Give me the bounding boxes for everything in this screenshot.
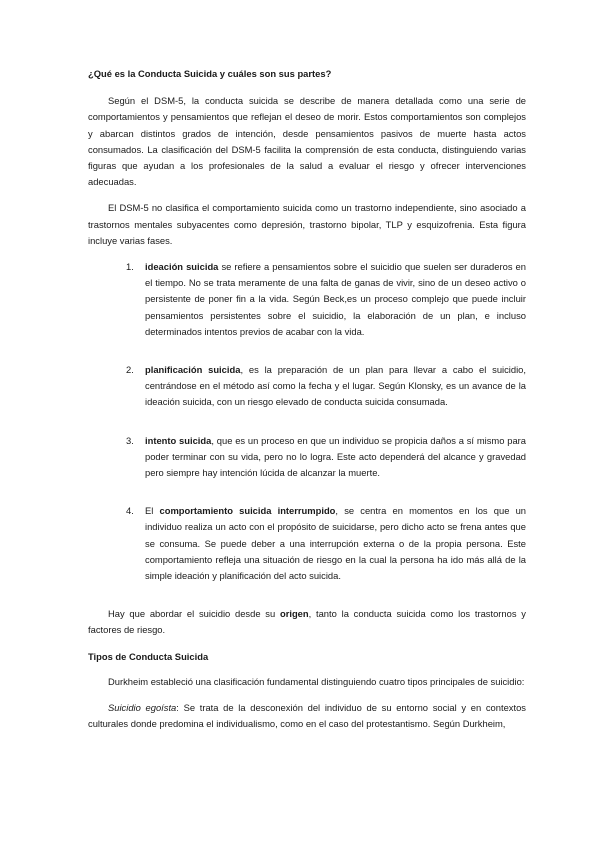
- paragraph-origin-post: , tanto la conducta suicida como los trastornos y factores de riesgo.: [88, 608, 526, 636]
- list-item: [88, 503, 526, 584]
- paragraph-egoist-term: Suicidio egoísta: [108, 702, 177, 714]
- list-item: [88, 259, 526, 340]
- paragraph-origin-pre: Hay que abordar el suicidio desde su: [108, 608, 280, 620]
- document-page: [88, 66, 526, 743]
- list-number: 1.: [126, 261, 134, 273]
- paragraph-origin-bold: origen: [279, 608, 309, 620]
- paragraph-egoist: [88, 700, 526, 732]
- paragraph-durkheim: Durkheim estableció una clasificación fundamental distinguiendo cuatro tipos principales de suicidio:: [108, 675, 525, 687]
- list-item: [88, 433, 526, 482]
- list-item: [88, 362, 526, 411]
- list-item-term: comportamiento suicida interrumpido: [159, 505, 336, 517]
- list-item-text: , es la preparación de un plan para llevar a cabo el suicidio, centrándose en el método así como la fecha y el lugar. Según Klonsky, es un avance de la ideación suicida, con un riesgo elevado de conducta suicida consumada.: [145, 364, 527, 408]
- list-item-term: planificación suicida: [145, 364, 241, 376]
- section-heading: Tipos de Conducta Suicida: [88, 650, 209, 662]
- list-item-text: , se centra en momentos en los que un individuo realiza un acto con el propósito de suicidarse, pero dicho acto se frena antes que se consuma. Se puede deber a una interrupción externa o de la propia persona. Este comportamiento refleja una situación de riesgo en la cual la persona ha ido más allá de la simple ideación y planificación del acto suicida.: [145, 505, 526, 582]
- paragraph-intro: Según el DSM-5, la conducta suicida se describe de manera detallada como una serie de comportamientos y pensamientos que reflejan el deseo de morir. Estos comportamientos son complejos y abarcan distintos grados de intención, desde pensamientos pasivos de muerte hasta actos consumados. La clasificación del DSM-5 facilita la comprensión de esta conducta, distinguiendo varias figuras que ayudan a los profesionales de la salud a evaluar el riesgo y ofrecer intervenciones adecuadas.: [88, 95, 526, 188]
- list-number: 2.: [126, 364, 134, 376]
- list-item-prefix: El: [145, 505, 160, 517]
- paragraph-origin: [88, 606, 526, 638]
- paragraph-dsm5: El DSM-5 no clasifica el comportamiento suicida como un trastorno independiente, sino asociado a trastornos mentales subyacentes como depresión, trastorno bipolar, TLP y esquizofrenia. Esta figura incluye varias fases.: [88, 202, 526, 246]
- page-title: ¿Qué es la Conducta Suicida y cuáles son sus partes?: [88, 68, 332, 79]
- list-item-text: , que es un proceso en que un individuo se propicia daños a sí mismo para poder terminar con su vida, pero no lo logra. Este acto dependerá del alcance y gravedad pero siempre hay intención lúcida de alcanzar la muerte.: [145, 434, 526, 479]
- list-item-term: ideación suicida: [145, 261, 219, 273]
- list-item-term: intento suicida: [145, 434, 212, 446]
- phases-list: [88, 259, 526, 584]
- list-number: 4.: [126, 505, 134, 517]
- list-item-text: se refiere a pensamientos sobre el suicidio que suelen ser duraderos en el tiempo. No se trata meramente de una falta de ganas de vivir, sino de un deseo activo o persistente de poner fin a la vida. Según Beck,es un proceso complejo que puede incluir pensamientos persistentes sobre el suicidio, la elaboración de un plan, e incluso determinados intentos previos de acabar con la vida.: [145, 261, 526, 337]
- list-number: 3.: [126, 434, 134, 446]
- paragraph-egoist-text: : Se trata de la desconexión del individuo de su entorno social y en contextos culturales donde predomina el individualismo, como en el caso del protestantismo. Según Durkheim,: [88, 702, 526, 730]
